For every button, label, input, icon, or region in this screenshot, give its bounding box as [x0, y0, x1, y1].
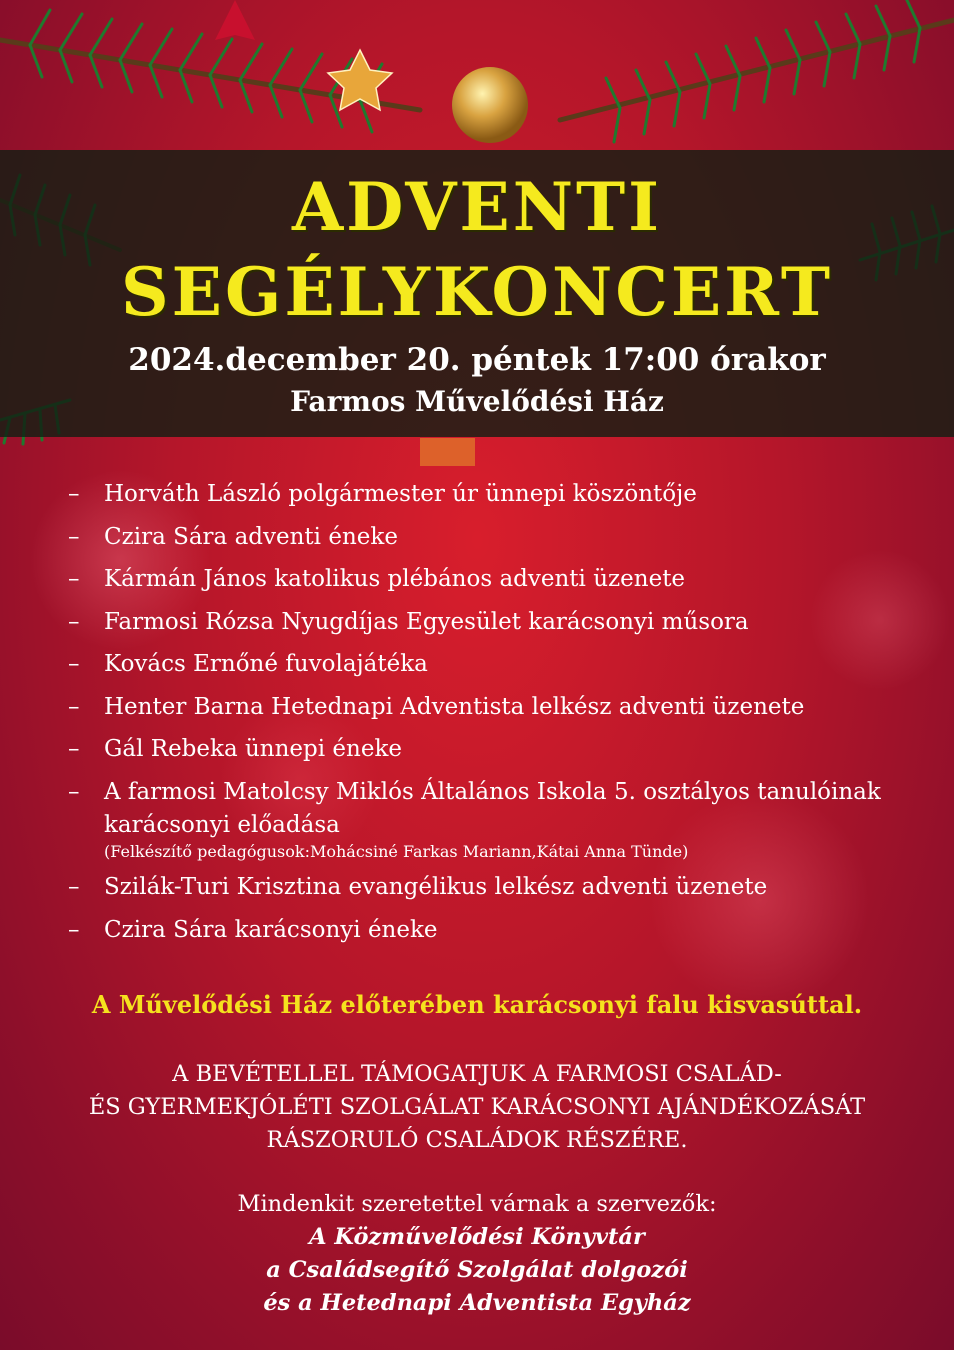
gift-box-ornament — [420, 438, 475, 466]
program-item — [68, 563, 928, 596]
program-item — [68, 914, 928, 947]
dash: – — [68, 778, 80, 805]
support-line-3: RÁSZORULÓ CSALÁDOK RÉSZÉRE. — [266, 1127, 688, 1153]
program-item-text: A farmosi Matolcsy Miklós Általános Iskola 5. osztályos tanulóinak karácsonyi előadása — [104, 778, 881, 838]
support-line-1: A BEVÉTELLEL TÁMOGATJUK A FARMOSI CSALÁD- — [172, 1061, 782, 1087]
program-item-text: Czira Sára adventi éneke — [104, 523, 398, 550]
event-datetime: 2024.december 20. péntek 17:00 órakor — [128, 342, 826, 378]
program-item-text: Kovács Ernőné fuvolajátéka — [104, 651, 428, 677]
program-item — [68, 478, 928, 511]
program-item — [68, 521, 928, 554]
program-list — [68, 478, 928, 956]
program-item — [68, 871, 928, 904]
highlight-text: A Művelődési Ház előterében karácsonyi falu kisvasúttal. — [91, 990, 863, 1019]
invitation — [0, 1188, 954, 1320]
organizer-3: és a Hetednapi Adventista Egyház — [263, 1290, 691, 1316]
program-item-text: Czira Sára karácsonyi éneke — [104, 916, 438, 943]
dash: – — [68, 693, 80, 720]
program-item — [68, 733, 928, 766]
dash: – — [68, 566, 80, 592]
program-item-text: Farmosi Rózsa Nyugdíjas Egyesület karácsonyi műsora — [104, 608, 749, 635]
program-item-text: Henter Barna Hetednapi Adventista lelkész adventi üzenete — [104, 693, 805, 720]
organizer-2: a Családsegítő Szolgálat dolgozói — [266, 1257, 688, 1283]
dash: – — [68, 608, 80, 635]
program-item — [68, 691, 928, 724]
program-item — [68, 648, 928, 681]
organizer-1: A Közművelődési Könyvtár — [309, 1224, 645, 1250]
dash: – — [68, 874, 80, 900]
program-item-text: Gál Rebeka ünnepi éneke — [104, 736, 403, 762]
program-item — [68, 776, 928, 862]
red-bow — [215, 0, 255, 40]
dash: – — [68, 481, 80, 507]
dash: – — [68, 651, 80, 677]
support-statement — [0, 1058, 954, 1157]
program-item-text: Horváth László polgármester úr ünnepi köszöntője — [104, 481, 697, 507]
program-item-text: Szilák-Turi Krisztina evangélikus lelkész adventi üzenete — [104, 874, 768, 900]
dash: – — [68, 916, 80, 943]
support-line-2: ÉS GYERMEKJÓLÉTI SZOLGÁLAT KARÁCSONYI AJÁNDÉKOZÁSÁT — [88, 1094, 866, 1120]
program-item-note: (Felkészítő pedagógusok:Mohácsiné Farkas Mariann,Kátai Anna Tünde) — [104, 841, 689, 861]
title-line-1: ADVENTI — [291, 168, 663, 246]
program-item-text: Kármán János katolikus plébános adventi üzenete — [104, 566, 686, 592]
event-venue: Farmos Művelődési Ház — [290, 385, 664, 418]
gold-ornament — [452, 67, 528, 143]
invite-line: Mindenkit szeretettel várnak a szervezők: — [237, 1191, 717, 1217]
program-item — [68, 606, 928, 639]
dash: – — [68, 736, 80, 762]
title-line-2: SEGÉLYKONCERT — [121, 253, 833, 331]
dash: – — [68, 523, 80, 550]
